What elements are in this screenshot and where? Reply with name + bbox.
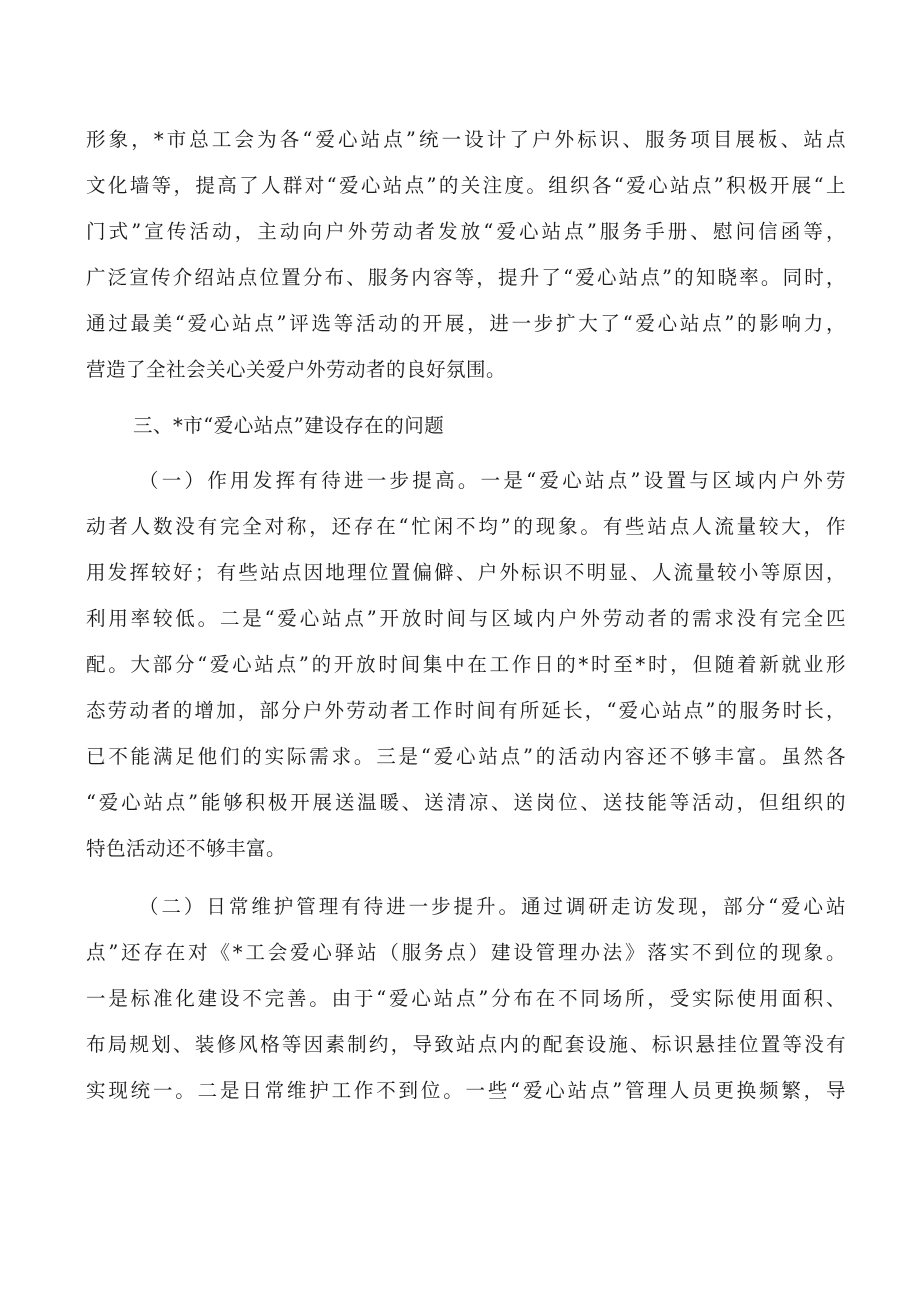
paragraph-line: （二）日常维护管理有待进一步提升。通过调研走访发现，部分“爱心站 [139, 895, 846, 918]
paragraph-line: 文化墙等，提高了人群对“爱心站点”的关注度。组织各“爱心站点”积极开展“上 [86, 174, 846, 197]
paragraph-line: 一是标准化建设不完善。由于“爱心站点”分布在不同场所，受实际使用面积、 [86, 987, 846, 1010]
paragraph-line: 布局规划、装修风格等因素制约，导致站点内的配套设施、标识悬挂位置等没有 [86, 1033, 846, 1056]
paragraph-line: 通过最美“爱心站点”评选等活动的开展，进一步扩大了“爱心站点”的影响力， [86, 312, 846, 335]
paragraph-line: 营造了全社会关心关爱户外劳动者的良好氛围。 [86, 358, 507, 381]
paragraph-line: 广泛宣传介绍站点位置分布、服务内容等，提升了“爱心站点”的知晓率。同时， [86, 266, 846, 289]
paragraph-line: 动者人数没有完全对称，还存在“忙闲不均”的现象。有些站点人流量较大，作 [86, 515, 846, 538]
paragraph-line: 点”还存在对《*工会爱心驿站（服务点）建设管理办法》落实不到位的现象。 [86, 941, 846, 964]
paragraph-line: 已不能满足他们的实际需求。三是“爱心站点”的活动内容还不够丰富。虽然各 [86, 745, 846, 768]
paragraph-line: 实现统一。二是日常维护工作不到位。一些“爱心站点”管理人员更换频繁，导 [86, 1079, 846, 1102]
paragraph-line: 配。大部分“爱心站点”的开放时间集中在工作日的*时至*时，但随着新就业形 [86, 653, 846, 676]
paragraph-line: “爱心站点”能够积极开展送温暖、送清凉、送岗位、送技能等活动，但组织的 [86, 791, 846, 814]
paragraph-line: 门式”宣传活动，主动向户外劳动者发放“爱心站点”服务手册、慰问信函等， [86, 220, 846, 243]
paragraph-line: 态劳动者的增加，部分户外劳动者工作时间有所延长，“爱心站点”的服务时长， [86, 699, 846, 722]
section-heading: 三、*市“爱心站点”建设存在的问题 [133, 414, 445, 437]
paragraph-line: 用发挥较好；有些站点因地理位置偏僻、户外标识不明显、人流量较小等原因， [86, 561, 846, 584]
paragraph-line: 形象，*市总工会为各“爱心站点”统一设计了户外标识、服务项目展板、站点 [86, 128, 846, 151]
paragraph-line: 利用率较低。二是“爱心站点”开放时间与区域内户外劳动者的需求没有完全匹 [86, 607, 846, 630]
paragraph-line: 特色活动还不够丰富。 [86, 837, 287, 860]
paragraph-line: （一）作用发挥有待进一步提高。一是“爱心站点”设置与区域内户外劳 [139, 469, 846, 492]
